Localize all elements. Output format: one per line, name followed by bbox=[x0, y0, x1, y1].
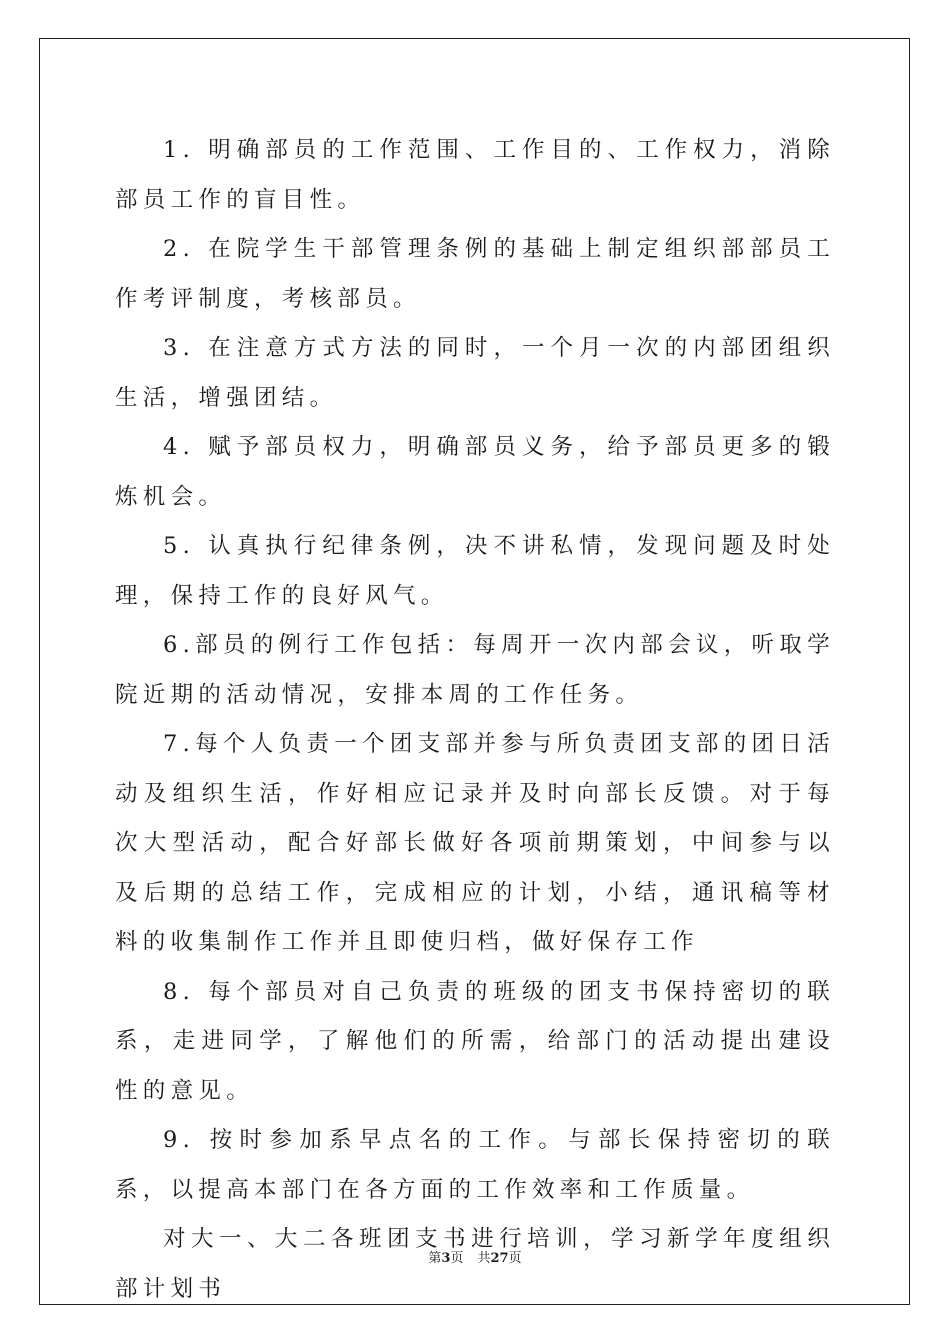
paragraph-7: 7.每个人负责一个团支部并参与所负责团支部的团日活动及组织生活，作好相应记录并及时向部长反馈。对于每次大型活动，配合好部长做好各项前期策划，中间参与以及后期的总结工作，完成相应的计划，小结，通讯稿等材料的收集制作工作并且即使归档，做好保存工作 bbox=[115, 731, 835, 955]
paragraph-3: 3. 在注意方式方法的同时，一个月一次的内部团组织生活，增强团结。 bbox=[115, 335, 835, 411]
paragraph-4: 4. 赋予部员权力，明确部员义务，给予部员更多的锻炼机会。 bbox=[115, 434, 835, 510]
page-prefix: 第 bbox=[428, 1251, 442, 1266]
paragraph-8: 8. 每个部员对自己负责的班级的团支书保持密切的联系，走进同学，了解他们的所需，给部门的活动提出建设性的意见。 bbox=[115, 978, 835, 1104]
paragraph-1: 1. 明确部员的工作范围、工作目的、工作权力，消除部员工作的盲目性。 bbox=[115, 137, 835, 213]
paragraph-6: 6.部员的例行工作包括：每周开一次内部会议，听取学院近期的活动情况，安排本周的工作任务。 bbox=[115, 632, 835, 708]
paragraph-9: 9. 按时参加系早点名的工作。与部长保持密切的联系，以提高本部门在各方面的工作效率和工作质量。 bbox=[115, 1127, 835, 1203]
paragraph-10: 对大一、大二各班团支书进行培训，学习新学年度组织部计划书 bbox=[115, 1226, 835, 1302]
page-suffix: 页 bbox=[450, 1251, 464, 1266]
page-footer bbox=[0, 1247, 950, 1266]
total-suffix: 页 bbox=[508, 1251, 522, 1266]
total-pages: 27 bbox=[490, 1251, 509, 1266]
paragraph-2: 2. 在院学生干部管理条例的基础上制定组织部部员工作考评制度，考核部员。 bbox=[115, 236, 835, 312]
document-body bbox=[115, 126, 835, 1314]
page-number: 3 bbox=[441, 1251, 451, 1266]
paragraph-5: 5. 认真执行纪律条例，决不讲私情，发现问题及时处理，保持工作的良好风气。 bbox=[115, 533, 835, 609]
total-prefix: 共 bbox=[477, 1251, 491, 1266]
